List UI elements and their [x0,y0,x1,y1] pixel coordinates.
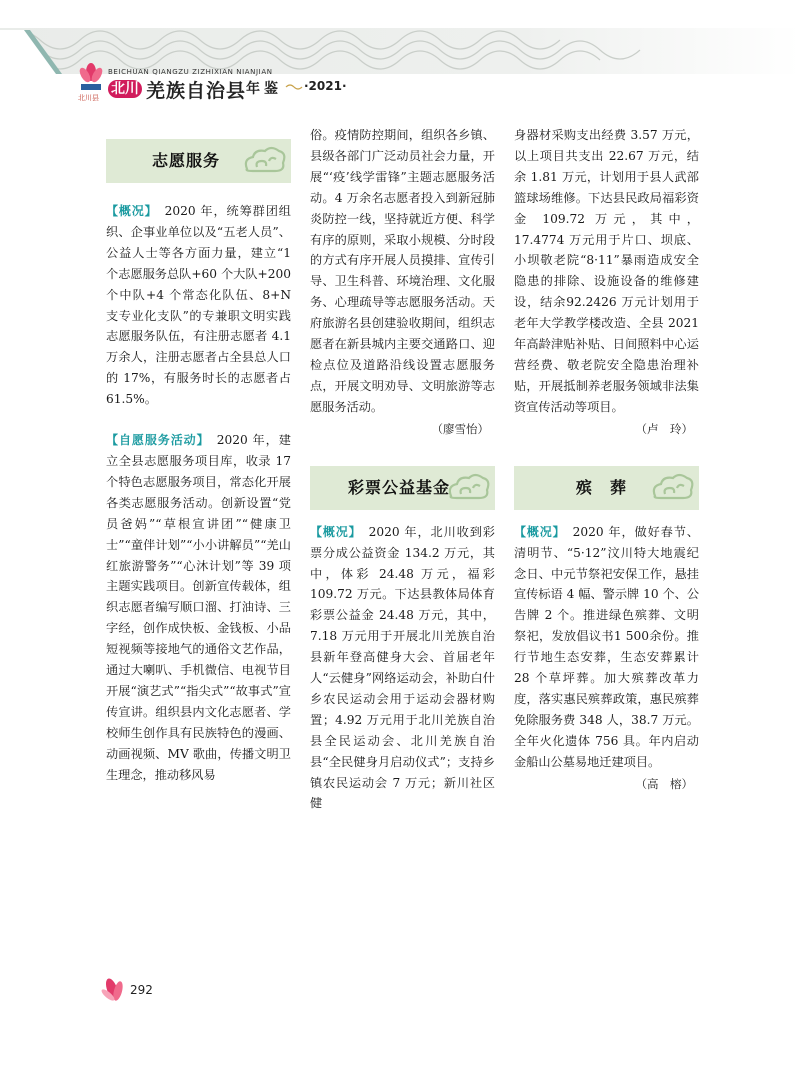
paragraph-text: 俗。疫情防控期间，组织各乡镇、县级各部门广泛动员社会力量，开展“‘疫’线学雷锋”主题志愿服务活动。4 万余名志愿者投入到新冠肺炎防控一线，坚持就近方便、科学有序的原则，采取小规模、分时段的方式有序开展人员摸排、宣传引导、卫生科普、环境治理、文化服务、心理疏导等志愿服务活动。天府旅游名县创建验收期间，组织志愿者在新县城内主要交通路口、迎检点位及道路沿线设置志愿服务点，开展文明劝导、文明旅游等志愿服务活动。 [310,128,495,414]
heading-tag: 【概况】 [106,204,152,218]
flower-page-mark-icon [100,975,134,1005]
paragraph-text: 身器材采购支出经费 3.57 万元，以上项目共支出 22.67 万元，结余 1.81 万元，计划用于县人武部篮球场维修。下达县民政局福彩资金 109.72 万元，其中，17.4774 万元用于片口、坝底、小坝敬老院“8·11”暴雨造成安全隐患的排除、设施设备的维修建设，结余92.2426 万元计划用于老年大学教学楼改造、全县 2021 年高龄津贴补贴、日间照料中心运营经费、敬老院安全隐患治理补贴，开展抵制养老服务领域非法集资宣传活动等项目。 [514,128,699,414]
paragraph-text: 2020 年，建立全县志愿服务项目库，收录 17 个特色志愿服务项目，常态化开展各类志愿服务活动。创新设置“党员爸妈”“草根宣讲团”“健康卫士”“童伴计划”“小小讲解员”“羌山红旅游警务”“心沐计划”等 39 项主题实践项目。创新宣传载体，组织志愿者编写顺口溜、打油诗、三字经，创作成快板、金钱板、小品短视频等接地气的通俗文艺作品，通过大喇叭、手机微信、电视节目开展“演艺式”“指尖式”“故事式”宣传宣讲。组织县内文化志愿者、学校师生创作具有民族特色的漫画、动画视频、MV 歌曲，传播文明卫生理念，推动移风易 [106,433,291,782]
heading-tag: 【自愿服务活动】 [106,433,204,448]
heading-tag: 【概况】 [514,524,560,539]
section-header-funeral [514,466,699,510]
right-column [514,125,699,795]
paragraph-text: 2020 年，做好春节、清明节、“5·12”汶川特大地震纪念日、中元节祭祀安保工作，悬挂宣传标语 4 幅、警示牌 10 个、公告牌 2 个。推进绿色殡葬、文明祭祀，发放倡议书1 500余份。推行节地生态安葬，生态安葬累计 28 个草坪葬。加大殡葬改革力度，落实惠民殡葬政策，惠民殡葬免除服务费 348 人，38.7 万元。全年火化遗体 756 具。年内启动金船山公墓易地迁建项目。 [514,524,700,769]
page-header [0,0,800,120]
paragraph [106,430,291,785]
middle-column [310,125,495,814]
series-pinyin: BEICHUAN QIANGZU ZIZHIXIAN NIANJIAN [108,68,273,76]
year-label: ·2021· [304,79,347,93]
beichuan-badge: 北川 [108,80,142,98]
section-title: 志愿服务 [152,151,221,170]
book-title: 羌族自治县 [146,80,247,102]
paragraph [310,125,495,418]
author-credit: （卢 玲） [635,421,693,436]
paragraph [106,201,291,410]
flower-logo-icon [78,62,104,92]
ornament-icon [285,83,303,91]
heading-tag: 【概况】 [310,524,356,539]
paragraph [514,125,699,418]
paragraph [514,522,699,773]
paragraph [310,522,495,815]
author-credit: （高 榕） [635,776,693,791]
section-header-lottery [310,466,495,510]
wave-pattern-banner [0,0,800,120]
author-credit: （廖雪怡） [431,421,489,436]
auspicious-cloud-icon [445,470,491,506]
section-title: 殡 葬 [576,477,628,497]
logo-caption: 北川县 [78,94,99,102]
section-title: 彩票公益基金 [348,477,451,497]
yearbook-label: 年鉴 [246,81,282,97]
section-header-volunteer [106,139,291,183]
auspicious-cloud-icon [649,470,695,506]
left-column [106,125,291,785]
paragraph-text: 2020 年，统筹群团组织、企事业单位以及“五老人员”、公益人士等各方面力量，建立“1 个志愿服务总队+60 个大队+200 个中队+4 个常态化队伍、8+N 支专业化支队”的专兼职文明实践志愿服务队伍，有注册志愿者 4.1 万余人，注册志愿者占全县总人口的 17%，有服务时长的志愿者占 61.5%。 [106,204,291,407]
auspicious-cloud-icon [241,143,287,179]
page-number: 292 [130,983,153,997]
paragraph-text: 2020 年，北川收到彩票分成公益资金 134.2 万元，其中，体彩 24.48 万元，福彩 109.72 万元。下达县教体局体育彩票公益金 24.48 万元，其中，7.18 万元用于开展北川羌族自治县新年登高健身大会、首届老年人“云健身”网络运动会，补助白什乡农民运动会用于运动会器材购置；4.92 万元用于北川羌族自治县全民运动会、北川羌族自治县“全民健身月启动仪式”；支持乡镇农民运动会 7 万元；新川社区健 [310,524,495,811]
